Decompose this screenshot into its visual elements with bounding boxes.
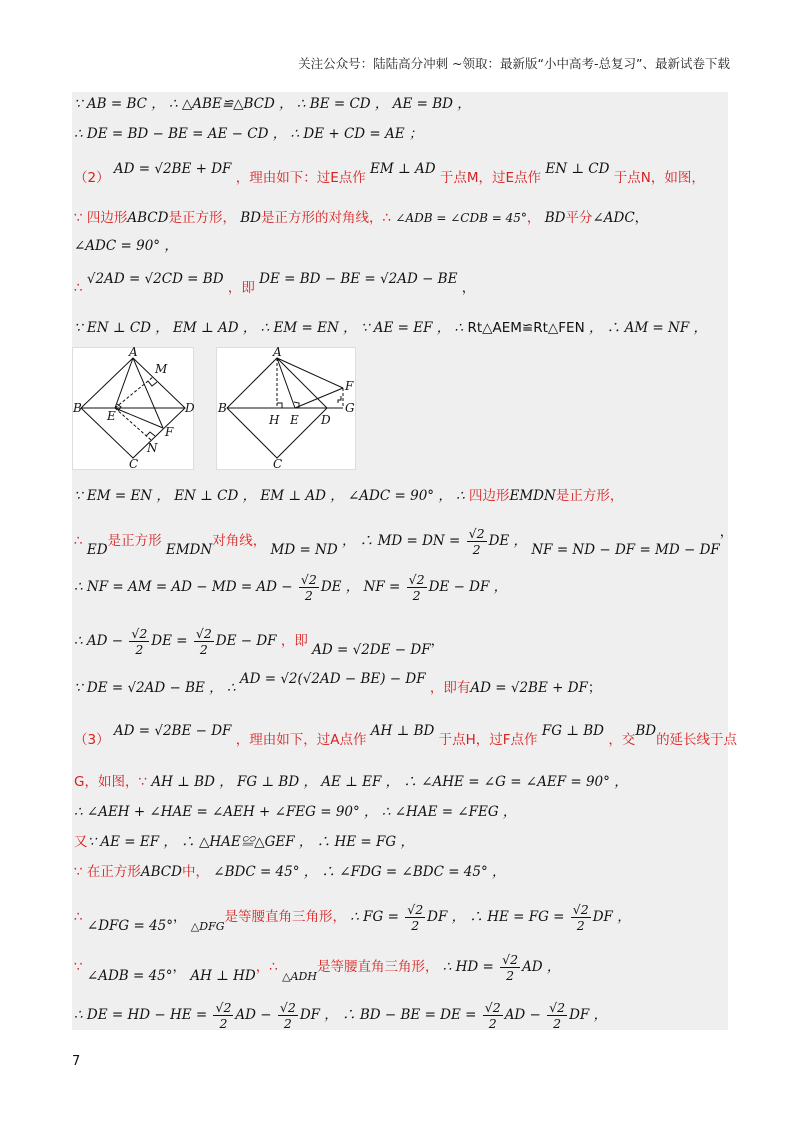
text: 于点 [439, 170, 467, 186]
denominator: 2 [199, 642, 208, 657]
denominator: 2 [304, 588, 313, 603]
text: ， [430, 633, 445, 649]
fraction [407, 572, 427, 603]
denominator: 2 [412, 588, 421, 603]
text: 的延长线于点 [656, 732, 738, 748]
formula: ∵ DE = √2AD − BE ， ∴ [74, 680, 236, 696]
part-2-label: （2） [74, 170, 110, 186]
solution-line-18 [74, 902, 631, 933]
point-label: M [466, 170, 479, 186]
text: 四边形 [469, 488, 510, 504]
numerator: √2 [549, 1000, 566, 1015]
text: ∵ [74, 959, 83, 975]
right-angle-m [148, 381, 157, 386]
formula: BD [240, 210, 262, 226]
formula: DF ， [569, 1007, 608, 1023]
solution-line-2: ∴ DE = BD − BE = AE − CD ， ∴ DE + CD = AE ； [74, 126, 423, 142]
fraction [278, 1000, 298, 1031]
fraction [194, 626, 214, 657]
label-C: C [129, 457, 139, 471]
solution-panel [72, 92, 728, 1030]
label-F: F [345, 379, 354, 393]
text: ，如图，∵ [84, 774, 148, 790]
text: 于点 [613, 170, 641, 186]
solution-line-5: ∠ADC = 90° ， [74, 238, 178, 254]
label-N: N [147, 441, 158, 455]
text: 点作 [339, 732, 367, 748]
solution-line-12 [74, 671, 602, 698]
text: ， [172, 959, 187, 975]
right-angle-g [338, 396, 341, 403]
formula: AH ⊥ HD [190, 968, 256, 984]
text: ， [634, 210, 649, 226]
text: 中， [181, 864, 209, 880]
text: 平分 [565, 210, 593, 226]
formula: AD = √2DE − DF [312, 642, 431, 658]
denominator: 2 [553, 1016, 562, 1031]
fraction [405, 902, 425, 933]
formula: ABCD [127, 210, 169, 226]
formula: ∠ADB = 45° [86, 968, 173, 984]
formula: ∠DFG = 45° [86, 918, 173, 934]
text: ，即 [280, 633, 308, 649]
text: ，即有 [429, 680, 471, 696]
formula: DE ， NF = [320, 579, 401, 595]
solution-line-13 [74, 723, 738, 750]
numerator: √2 [131, 626, 148, 641]
formula: DE = BD − BE = √2AD − BE [259, 271, 458, 287]
solution-line-7 [74, 318, 707, 338]
formula: AD = √2BE + DF [470, 680, 588, 696]
text: ∴ [74, 280, 83, 296]
denominator: 2 [506, 968, 515, 983]
figure-1-svg [73, 345, 195, 471]
point-label: G [74, 774, 85, 790]
formula: ∠ADC [592, 210, 635, 226]
text: 是正方形的对角线，∴ [261, 210, 392, 226]
conclusion-formula: AD = √2BE + DF [113, 161, 232, 177]
text: ，交 [608, 732, 636, 748]
formula: ∵ EN ⊥ CD ， EM ⊥ AD ， ∴ EM = EN ， ∵ AE = EF ， ∴ [74, 320, 464, 336]
text: ， [719, 524, 734, 540]
formula: AD = √2(√2AD − BE) − DF [239, 671, 426, 687]
fraction [213, 1000, 233, 1031]
page-header: 关注公众号：陆陆高分冲刺 ~领取：最新版“小中高考-总复习”、最新试卷下载 [298, 56, 730, 71]
text: ， [173, 909, 187, 925]
fraction [547, 1000, 567, 1031]
solution-line-10 [74, 572, 507, 603]
text: ， [526, 210, 541, 226]
solution-line-9 [74, 526, 733, 557]
formula: △ADH [282, 970, 317, 983]
text: ，理由如下，过 [235, 732, 331, 748]
denominator: 2 [135, 642, 144, 657]
formula: AD − [235, 1007, 272, 1023]
part-3-label: （3） [74, 732, 110, 748]
solution-line-14 [74, 772, 628, 792]
label-H: H [269, 413, 280, 427]
fraction [483, 1000, 503, 1031]
solution-line-1: ∵ AB = BC ， ∴ △ABE≌△BCD ， ∴ BE = CD ， AE = BD ， [74, 96, 471, 112]
figure-2 [216, 347, 356, 470]
numerator: √2 [215, 1000, 232, 1015]
right-angle-n [146, 432, 155, 436]
formula: BD [544, 210, 566, 226]
label-G: G [345, 401, 355, 415]
formula: DF ， ∴ BD − BE = DE = [299, 1007, 477, 1023]
text: 是正方形 [107, 533, 162, 549]
segment-ef [295, 388, 343, 408]
formula: √2AD = √2CD = BD [86, 271, 224, 287]
solution-line-8 [74, 486, 623, 506]
point-label: A [330, 732, 340, 748]
solution-line-6 [74, 271, 476, 298]
numerator: √2 [484, 1000, 501, 1015]
formula: FG ⊥ BD [541, 723, 605, 739]
text: 于点 [438, 732, 466, 748]
numerator: √2 [279, 1000, 296, 1015]
formula: DE = [151, 633, 188, 649]
formula: BD [635, 723, 657, 739]
formula: EMDN [509, 488, 556, 504]
numerator: √2 [502, 952, 519, 967]
fraction [500, 952, 520, 983]
label-A: A [273, 345, 282, 359]
point-label: F [502, 732, 511, 748]
label-B: B [218, 401, 227, 415]
point-label: E [505, 170, 515, 186]
formula: ∴ HD = [442, 959, 494, 975]
fraction [299, 572, 319, 603]
numerator: √2 [195, 626, 212, 641]
text: ； [587, 680, 602, 696]
text: ， [461, 280, 476, 296]
formula: ， ∴ AM = NF ， [588, 320, 708, 336]
text: 又 [74, 834, 88, 850]
point-label: E [330, 170, 339, 186]
denominator: 2 [472, 542, 481, 557]
numerator: √2 [468, 526, 485, 541]
denominator: 2 [219, 1016, 228, 1031]
formula: AD − [504, 1007, 541, 1023]
formula: Rt△AEM≌Rt△FEN [467, 320, 585, 336]
text: ，如图， [650, 170, 705, 186]
text: 对角线， [212, 533, 267, 549]
formula: ∴ DE = HD − HE = [74, 1007, 208, 1023]
figure-2-svg [217, 345, 355, 471]
formula: AH ⊥ BD [370, 723, 435, 739]
fraction [129, 626, 149, 657]
point-label: H [465, 732, 476, 748]
formula: △DFG [190, 920, 225, 933]
text: ，即 [227, 280, 255, 296]
segment-en [115, 408, 151, 440]
text: ，理由如下：过 [235, 170, 331, 186]
text: 是正方形， [555, 488, 624, 504]
numerator: √2 [407, 902, 424, 917]
formula: DE ， [488, 533, 528, 549]
formula: ∵ EM = EN ， EN ⊥ CD ， EM ⊥ AD ， ∠ADC = 90° ， ∴ [74, 488, 465, 504]
fraction [571, 902, 591, 933]
formula: AH ⊥ BD ， FG ⊥ BD ， AE ⊥ EF ， ∴ ∠AHE = ∠G = ∠AEF = 90° ， [151, 774, 628, 790]
right-angle-h [277, 403, 282, 408]
label-M: M [155, 362, 168, 376]
solution-line-20 [74, 1000, 607, 1031]
text: ∵ 四边形 [74, 210, 128, 226]
conclusion-formula: AD = √2BE − DF [113, 723, 232, 739]
formula: ∠ADB = ∠CDB = 45° [395, 211, 527, 225]
formula: MD = ND [270, 542, 338, 558]
formula: DF ， ∴ HE = FG = [427, 909, 565, 925]
denominator: 2 [488, 1016, 497, 1031]
formula: DE − DF [215, 633, 277, 649]
formula: EM ⊥ AD [370, 161, 436, 177]
text: 点作 [510, 732, 538, 748]
text: ∴ [74, 533, 83, 549]
point-label: N [640, 170, 651, 186]
text: 是等腰直角三角形， [224, 909, 346, 925]
formula: ∠BDC = 45° ， ∴ ∠FDG = ∠BDC = 45° ， [213, 864, 506, 880]
text: 点作 [514, 170, 542, 186]
text: 是等腰直角三角形， [316, 959, 439, 975]
text: 是正方形， [168, 210, 236, 226]
label-A: A [129, 345, 138, 359]
formula: ABCD [140, 864, 182, 880]
label-C: C [273, 457, 283, 471]
numerator: √2 [408, 572, 425, 587]
text: ，∴ [255, 959, 278, 975]
formula: AD ， [522, 959, 561, 975]
label-E: E [290, 413, 299, 427]
formula: ∴ NF = AM = AD − MD = AD − [74, 579, 293, 595]
text: ∵ 在正方形 [74, 864, 141, 880]
denominator: 2 [576, 918, 585, 933]
formula: ∴ FG = [350, 909, 399, 925]
formula: EN ⊥ CD [545, 161, 610, 177]
solution-line-16 [74, 832, 414, 852]
denominator: 2 [411, 918, 420, 933]
denominator: 2 [283, 1016, 292, 1031]
formula: EMDN [165, 542, 213, 558]
text: ∴ [74, 909, 83, 925]
label-F: F [165, 425, 174, 439]
label-D: D [321, 413, 331, 427]
solution-line-15: ∴ ∠AEH + ∠HAE = ∠AEH + ∠FEG = 90° ， ∴ ∠HAE = ∠FEG ， [74, 804, 517, 820]
solution-line-19 [74, 952, 560, 983]
formula: ∴ AD − [74, 633, 124, 649]
formula: DE − DF ， [428, 579, 508, 595]
numerator: √2 [300, 572, 317, 587]
formula: ∵ AE = EF ， ∴ △HAE≌△GEF ， ∴ HE = FG ， [87, 834, 414, 850]
solution-line-4 [74, 208, 648, 228]
numerator: √2 [572, 902, 589, 917]
figure-1 [72, 347, 194, 470]
formula: ED [86, 542, 108, 558]
text: 点作 [338, 170, 366, 186]
text: ，过 [478, 170, 506, 186]
formula: NF = ND − DF = MD − DF [531, 542, 720, 558]
label-E: E [107, 409, 116, 423]
fraction [467, 526, 487, 557]
text: ，过 [475, 732, 503, 748]
solution-line-17 [74, 862, 506, 882]
page-number: 7 [72, 1054, 81, 1069]
label-D: D [185, 401, 195, 415]
formula: DF ， [592, 909, 631, 925]
label-B: B [73, 401, 82, 415]
formula: ， ∴ MD = DN = [341, 533, 461, 549]
segment-af [277, 358, 343, 388]
solution-line-11 [74, 626, 444, 657]
solution-line-3 [74, 161, 705, 188]
